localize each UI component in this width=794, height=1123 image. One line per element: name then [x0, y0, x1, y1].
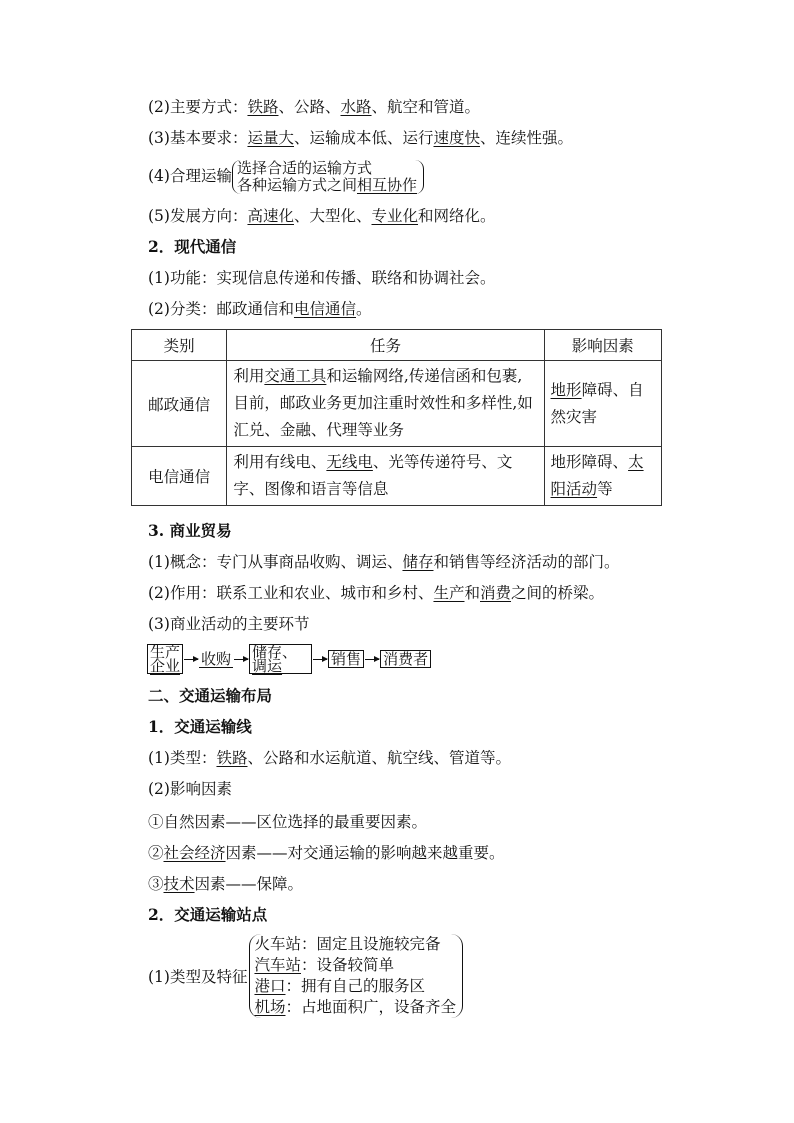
- modes-water: 水路: [340, 98, 372, 116]
- stations-heading: 2．交通运输站点: [148, 905, 268, 924]
- station-airport: 机场：占地面积广，设备齐全: [254, 998, 456, 1016]
- commerce-flow: [147, 643, 431, 675]
- row1-category: 邮政通信: [132, 361, 227, 447]
- station-port: 港口：拥有自己的服务区: [254, 977, 425, 995]
- stations-block: (1)类型及特征 火车站：固定且设施较完备 汽车站：设备较简单 港口：拥有自己的服务区 机场：占地面积广，设备齐全: [148, 934, 463, 1018]
- comm-classification: (2)分类：邮政通信和电信通信。: [148, 300, 372, 318]
- modes-railway: 铁路: [247, 98, 279, 116]
- flow-arrow-icon: [234, 659, 248, 660]
- lines-heading: 1．交通运输线: [148, 717, 252, 736]
- commerce-steps-heading: (3)商业活动的主要环节: [148, 615, 310, 633]
- factors-heading: (2)影响因素: [148, 780, 232, 798]
- development-line: (5)发展方向：高速化、大型化、专业化和网络化。: [148, 207, 496, 225]
- table-header-row: [132, 330, 662, 361]
- commerce-concept: (1)概念：专门从事商品收购、调运、储存和销售等经济活动的部门。: [148, 553, 620, 571]
- factor-tech: ③技术因素——保障。: [148, 875, 304, 893]
- communication-table: [131, 329, 662, 506]
- row2-factor: 地形障碍、太阳活动等: [544, 447, 661, 506]
- flow-sales: 销售: [328, 650, 364, 668]
- lines-types: (1)类型：铁路、公路和水运航道、航空线、管道等。: [148, 749, 511, 767]
- row2-task: 利用有线电、无线电、光等传递符号、文字、图像和语言等信息: [227, 447, 544, 506]
- stations-brace: [249, 934, 463, 1018]
- requirements-line: (3)基本要求：运量大、运输成本低、运行速度快、连续性强。: [148, 129, 574, 147]
- factor-natural: ①自然因素——区位选择的最重要因素。: [148, 813, 428, 831]
- factor-social: ②社会经济因素——对交通运输的影响越来越重要。: [148, 844, 505, 862]
- flow-arrow-icon: [184, 659, 198, 660]
- header-task: 任务: [227, 330, 544, 361]
- rational-transport-line: (4)合理运输 选择合适的运输方式 各种运输方式之间相互协作: [148, 158, 424, 194]
- flow-producer: 生产 企业: [147, 644, 183, 674]
- header-factor: 影响因素: [544, 330, 661, 361]
- row1-factor: 地形障碍、自然灾害: [544, 361, 661, 447]
- layout-heading: 二、交通运输布局: [148, 686, 273, 705]
- rational-brace: 选择合适的运输方式 各种运输方式之间相互协作: [232, 160, 424, 194]
- commerce-heading: 3. 商业贸易: [148, 521, 232, 540]
- comm-function: (1)功能：实现信息传递和传播、联络和协调社会。: [148, 269, 496, 287]
- flow-purchase: 收购: [201, 649, 232, 668]
- flow-arrow-icon: [313, 659, 327, 660]
- row2-category: 电信通信: [132, 447, 227, 506]
- header-category: 类别: [132, 330, 227, 361]
- modern-comm-heading: 2．现代通信: [148, 237, 237, 256]
- flow-storage: 储存、 调运: [249, 644, 312, 674]
- table-row: [132, 361, 662, 447]
- station-bus: 汽车站：设备较简单: [254, 956, 394, 974]
- commerce-role: (2)作用：联系工业和农业、城市和乡村、生产和消费之间的桥梁。: [148, 584, 605, 602]
- flow-arrow-icon: [365, 659, 379, 660]
- row1-task: 利用交通工具和运输网络,传递信函和包裹,目前，邮政业务更加注重时效性和多样性,如汇兑、金融、代理等业务: [227, 361, 544, 447]
- station-train: 火车站：固定且设施较完备: [254, 935, 441, 953]
- table-row: [132, 447, 662, 506]
- modes-line: (2)主要方式：铁路、公路、水路、航空和管道。: [148, 98, 481, 116]
- flow-consumer: 消费者: [380, 650, 431, 668]
